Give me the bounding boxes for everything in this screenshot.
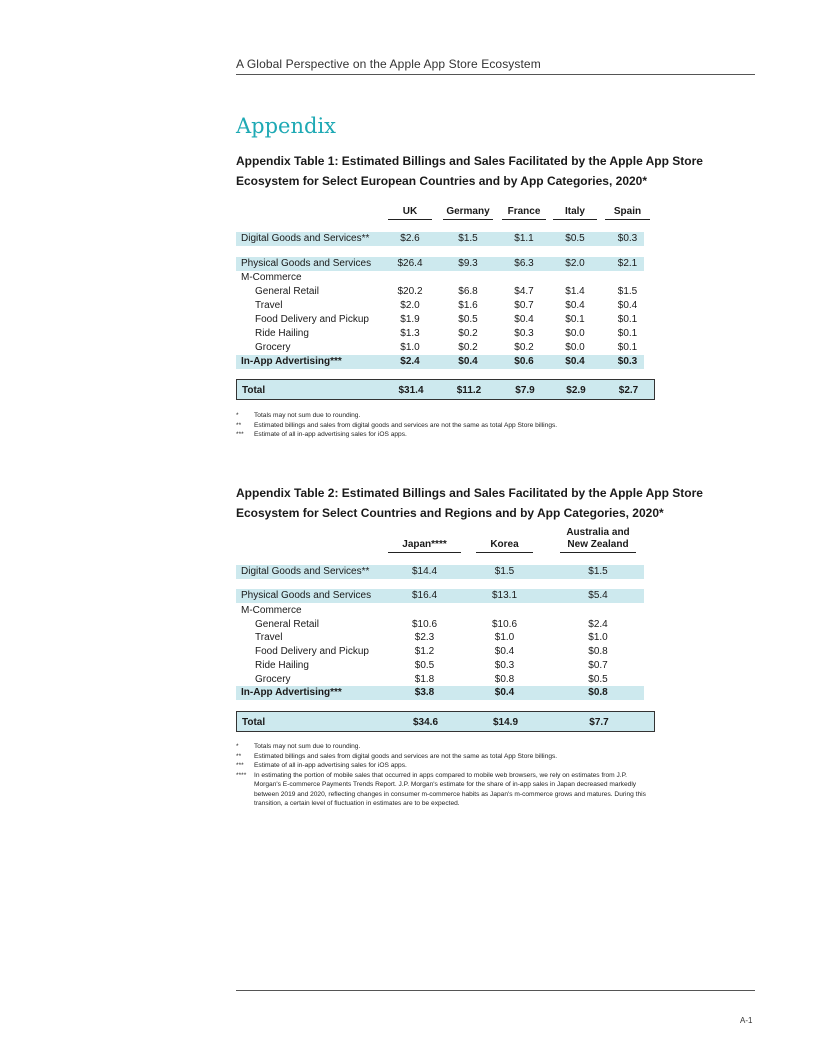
cell: $14.9 — [492, 717, 519, 728]
cell: $2.0 — [565, 258, 585, 269]
table1-caption-line1: Appendix Table 1: Estimated Billings and Sales Facilitated by the Apple App Store — [236, 154, 703, 168]
cell: $0.4 — [494, 687, 515, 698]
row-label: Total — [242, 717, 266, 728]
footnote-text: Totals may not sum due to rounding. — [254, 412, 361, 419]
cell: $0.3 — [514, 328, 534, 339]
row-label: M-Commerce — [241, 272, 302, 283]
page-title: Appendix — [236, 114, 337, 138]
cell: $0.4 — [494, 646, 515, 657]
cell: $0.7 — [588, 660, 608, 671]
row-label: Grocery — [255, 342, 291, 353]
table-row — [236, 355, 644, 369]
table-row — [236, 285, 644, 299]
row-label: Physical Goods and Services — [241, 258, 372, 269]
row-label: In-App Advertising*** — [241, 356, 342, 367]
footnote-mark: ** — [236, 752, 242, 760]
cell: $0.8 — [588, 646, 608, 657]
cell: $1.0 — [588, 632, 608, 643]
row-label: Grocery — [255, 674, 291, 685]
cell: $16.4 — [411, 590, 438, 601]
table-row — [236, 604, 644, 618]
cell: $2.7 — [618, 385, 639, 396]
footnote-text: Estimated billings and sales from digital goods and services are not the same as total App Store billings. — [254, 421, 558, 429]
footnote-text: Totals may not sum due to rounding. — [254, 743, 361, 750]
cell: $26.4 — [397, 258, 423, 269]
cell: $1.3 — [400, 328, 420, 339]
footnote — [236, 430, 656, 440]
t1-col-germany: Germany — [443, 206, 493, 220]
cell: $5.4 — [588, 590, 608, 601]
cell: $1.5 — [617, 286, 638, 297]
cell: $0.2 — [458, 342, 478, 353]
row-label: General Retail — [255, 286, 319, 297]
t2-col-japan: Japan**** — [388, 539, 461, 553]
row-label: Travel — [255, 632, 283, 643]
footer-rule — [236, 990, 755, 991]
cell: $10.6 — [411, 619, 438, 630]
t2-col-korea: Korea — [476, 539, 533, 553]
cell: $2.1 — [617, 258, 638, 269]
cell: $0.5 — [458, 314, 478, 325]
row-label: Travel — [255, 300, 283, 311]
cell: $0.4 — [458, 356, 478, 367]
cell: $9.3 — [458, 258, 478, 269]
table-row — [236, 299, 644, 313]
footnote-mark: **** — [236, 771, 247, 779]
cell: $0.3 — [617, 356, 638, 367]
table-row — [236, 565, 644, 579]
cell: $1.0 — [494, 632, 515, 643]
header-rule — [236, 74, 755, 75]
t1-col-italy: Italy — [553, 206, 597, 220]
cell: $7.7 — [589, 717, 609, 728]
table-row — [236, 271, 644, 285]
cell: $0.8 — [588, 687, 608, 698]
cell: $0.7 — [514, 300, 534, 311]
row-label: In-App Advertising*** — [241, 687, 342, 698]
row-label: Food Delivery and Pickup — [255, 646, 369, 657]
footnote — [236, 761, 656, 771]
cell: $20.2 — [397, 286, 423, 297]
table-row — [236, 659, 644, 673]
cell: $10.6 — [491, 619, 518, 630]
footnote — [236, 411, 656, 421]
cell: $34.6 — [412, 717, 439, 728]
table1-caption-line2: Ecosystem for Select European Countries and by App Categories, 2020* — [236, 174, 648, 188]
footnote — [236, 771, 656, 809]
t2-col-anz-line2: New Zealand — [560, 539, 636, 553]
table-row — [236, 313, 644, 327]
cell: $0.3 — [617, 233, 638, 244]
row-label: Total — [242, 385, 266, 396]
cell: $6.3 — [514, 258, 534, 269]
cell: $0.1 — [565, 314, 585, 325]
cell: $1.0 — [400, 342, 420, 353]
cell: $1.9 — [400, 314, 420, 325]
total-row — [236, 379, 655, 400]
cell: $13.1 — [491, 590, 518, 601]
cell: $0.0 — [565, 342, 585, 353]
table2-caption-line2: Ecosystem for Select Countries and Regions and by App Categories, 2020* — [236, 506, 664, 520]
footnote-mark: * — [236, 412, 239, 419]
t1-col-spain: Spain — [605, 206, 650, 220]
table1-caption — [236, 151, 756, 191]
cell: $6.8 — [458, 286, 478, 297]
cell: $31.4 — [398, 385, 424, 396]
table2-caption-line1: Appendix Table 2: Estimated Billings and Sales Facilitated by the Apple App Store — [236, 486, 703, 500]
cell: $0.5 — [414, 660, 435, 671]
cell: $1.1 — [514, 233, 534, 244]
cell: $2.3 — [414, 632, 435, 643]
footnote — [236, 742, 656, 752]
page-number: A-1 — [740, 1016, 753, 1025]
cell: $0.6 — [514, 356, 534, 367]
cell: $1.8 — [414, 674, 435, 685]
row-label: General Retail — [255, 619, 319, 630]
cell: $1.5 — [588, 566, 608, 577]
cell: $0.2 — [458, 328, 478, 339]
cell: $0.1 — [617, 342, 638, 353]
table-row — [236, 618, 644, 632]
table-row — [236, 341, 644, 355]
cell: $0.4 — [514, 314, 534, 325]
footnote-mark: ** — [236, 421, 242, 429]
cell: $0.0 — [565, 328, 585, 339]
cell: $2.9 — [566, 385, 586, 396]
row-label: Food Delivery and Pickup — [255, 314, 369, 325]
cell: $0.3 — [494, 660, 515, 671]
cell: $0.4 — [565, 300, 585, 311]
cell: $4.7 — [514, 286, 534, 297]
table-row — [236, 327, 644, 341]
table-row — [236, 232, 644, 246]
cell: $1.4 — [565, 286, 585, 297]
cell: $11.2 — [456, 385, 482, 396]
cell: $1.5 — [494, 566, 515, 577]
table-row — [236, 686, 644, 700]
footnote-text: Estimated billings and sales from digital goods and services are not the same as total App Store billings. — [254, 752, 558, 760]
footnote — [236, 752, 656, 762]
row-label: Physical Goods and Services — [241, 590, 372, 601]
cell: $0.5 — [588, 674, 608, 685]
footnote-text: In estimating the portion of mobile sales that occurred in apps compared to mobile web browsers, we rely on estimates from J.P. Morgan's E-commerce Payments Trends Report. J.P. Morgan's estimate for the share of in-app sales in Japan decreased markedly between 2019 and 2020, reflecting changes in consumer m-commerce habits as Japan's m-commerce grows and matures. During this transition, a certain level of fluctuation in estimates are to be expected. — [254, 771, 646, 807]
footnote-mark: *** — [236, 431, 244, 438]
table-row — [236, 645, 644, 659]
footnote-mark: * — [236, 743, 239, 750]
row-label: Ride Hailing — [255, 328, 309, 339]
row-label: Digital Goods and Services** — [241, 566, 370, 577]
cell: $14.4 — [411, 566, 438, 577]
t1-col-uk: UK — [388, 206, 432, 220]
row-label: Digital Goods and Services** — [241, 233, 370, 244]
cell: $0.5 — [565, 233, 585, 244]
footnote-mark: *** — [236, 762, 244, 769]
total-row — [236, 711, 655, 732]
cell: $7.9 — [515, 385, 535, 396]
cell: $0.4 — [617, 300, 638, 311]
table2-caption — [236, 483, 756, 523]
table1-footnotes — [236, 411, 656, 440]
footnote — [236, 421, 656, 431]
footnote-text: Estimate of all in-app advertising sales for iOS apps. — [254, 431, 407, 438]
footnote-text: Estimate of all in-app advertising sales for iOS apps. — [254, 762, 407, 769]
t2-col-anz-line1: Australia and — [566, 527, 630, 538]
cell: $1.2 — [414, 646, 435, 657]
cell: $0.1 — [617, 314, 638, 325]
table2-footnotes — [236, 742, 656, 809]
table-row — [236, 631, 644, 645]
table-row — [236, 673, 644, 687]
cell: $0.1 — [617, 328, 638, 339]
cell: $1.6 — [458, 300, 478, 311]
table-row — [236, 589, 644, 603]
cell: $2.0 — [400, 300, 420, 311]
running-header: A Global Perspective on the Apple App Store Ecosystem — [236, 57, 541, 71]
cell: $3.8 — [414, 687, 435, 698]
cell: $2.4 — [588, 619, 608, 630]
cell: $1.5 — [458, 233, 478, 244]
cell: $2.4 — [400, 356, 420, 367]
cell: $0.2 — [514, 342, 534, 353]
row-label: M-Commerce — [241, 605, 302, 616]
row-label: Ride Hailing — [255, 660, 309, 671]
cell: $0.4 — [565, 356, 585, 367]
cell: $2.6 — [400, 233, 420, 244]
table-row — [236, 257, 644, 271]
cell: $0.8 — [494, 674, 515, 685]
t1-col-france: France — [502, 206, 546, 220]
